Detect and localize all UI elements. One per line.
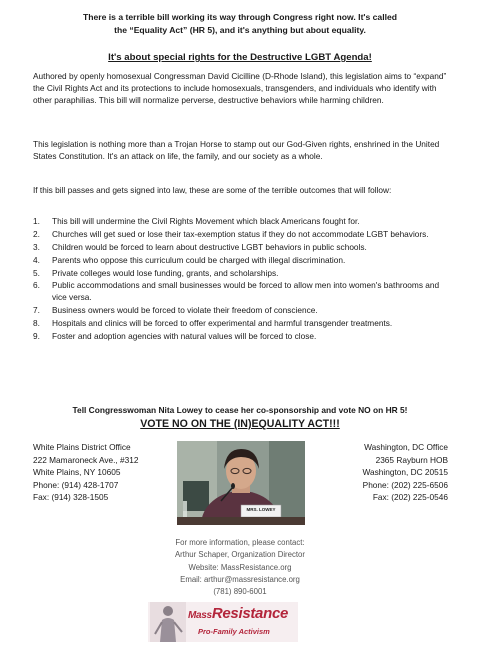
- office-phone: Phone: (914) 428-1707: [33, 479, 119, 490]
- office-name: White Plains District Office: [33, 442, 131, 452]
- massresistance-logo: [148, 602, 298, 642]
- list-number: 1.: [33, 216, 40, 226]
- paragraph-outcomes-intro: If this bill passes and gets signed into law, these are some of the terrible outcomes that will follow:: [33, 185, 392, 195]
- list-text: Churches will get sued or lose their tax-exemption status if they do not accommodate LGBT behaviors.: [52, 228, 429, 239]
- statue-icon: [150, 602, 186, 642]
- list-text: Parents who oppose this curriculum could be charged with illegal discrimination.: [52, 254, 346, 265]
- district-office-block: [33, 441, 183, 504]
- list-number: 7.: [33, 305, 40, 316]
- list-item: [33, 242, 443, 254]
- list-item: [33, 331, 443, 343]
- headline: It's about special rights for the Destructive LGBT Agenda!: [108, 52, 372, 63]
- vote-no-banner: VOTE NO ON THE (IN)EQUALITY ACT!!!: [140, 418, 340, 430]
- photo-illustration: [177, 441, 305, 525]
- logo-tagline: Pro-Family Activism: [198, 627, 270, 636]
- list-number: 6.: [33, 280, 40, 291]
- list-item: [33, 318, 443, 330]
- list-item: [33, 268, 443, 280]
- list-number: 3.: [33, 241, 40, 252]
- intro-text: [40, 11, 440, 36]
- congresswoman-photo: [177, 441, 305, 525]
- contact-line: For more information, please contact:: [175, 538, 305, 547]
- list-number: 2.: [33, 228, 40, 239]
- contact-name: Arthur Schaper, Organization Director: [174, 550, 305, 560]
- list-item: [33, 229, 443, 241]
- list-text: This bill will undermine the Civil Rights Movement which black Americans fought for.: [52, 216, 360, 226]
- logo-mass: Mass: [188, 610, 212, 621]
- outcomes-list: [33, 216, 443, 344]
- list-number: 9.: [33, 330, 40, 341]
- list-number: 4.: [33, 254, 40, 265]
- office-street: 222 Mamaroneck Ave., #312: [33, 454, 139, 465]
- office-name: Washington, DC Office: [364, 442, 448, 452]
- office-street: 2365 Rayburn HOB: [375, 454, 448, 465]
- list-text: Private colleges would lose funding, grants, and scholarships.: [52, 267, 279, 278]
- contact-info: [140, 537, 340, 598]
- list-number: 5.: [33, 267, 40, 278]
- list-text: Children would be forced to learn about destructive LGBT behaviors in public schools.: [52, 241, 367, 252]
- list-text: Public accommodations and small businesses would be forced to allow men into women's bathrooms and vice versa.: [52, 280, 440, 303]
- list-item: [33, 216, 443, 228]
- office-fax: Fax: (202) 225-0546: [372, 492, 448, 503]
- contact-phone: (781) 890-6001: [213, 587, 267, 597]
- intro-line-1: There is a terrible bill working its way through Congress right now. It's called: [82, 12, 398, 22]
- call-to-action: Tell Congresswoman Nita Lowey to cease her co-sponsorship and vote NO on HR 5!: [72, 405, 408, 415]
- contact-website: Website: MassResistance.org: [188, 562, 292, 572]
- list-text: Hospitals and clinics will be forced to offer experimental and harmful transgender treatments.: [52, 317, 393, 328]
- list-item: [33, 305, 443, 317]
- office-fax: Fax: (914) 328-1505: [33, 492, 109, 503]
- logo-resistance: Resistance: [211, 605, 289, 622]
- office-city: Washington, DC 20515: [362, 467, 448, 478]
- office-city: White Plains, NY 10605: [33, 467, 121, 478]
- list-number: 8.: [33, 317, 40, 328]
- list-text: Business owners would be forced to violate their freedom of conscience.: [52, 305, 318, 316]
- list-item: [33, 255, 443, 267]
- contact-email: Email: arthur@massresistance.org: [180, 574, 300, 584]
- list-item: [33, 280, 443, 303]
- logo-title: [188, 605, 288, 622]
- list-text: Foster and adoption agencies with natural values will be forced to close.: [52, 330, 317, 341]
- paragraph-trojan-horse: This legislation is nothing more than a Trojan Horse to stamp out our God-Given rights, enshrined in the United States Constitution. It's an attack on life, the family, and our society as a whole.: [33, 139, 440, 162]
- dc-office-block: [298, 441, 448, 504]
- office-phone: Phone: (202) 225-6506: [362, 479, 448, 490]
- nameplate-text: MRS. LOWEY: [246, 507, 276, 512]
- paragraph-authored: Authored by openly homosexual Congressman David Cicilline (D-Rhode Island), this legislation aims to “expand” the Civil Rights Act and its protections to include homosexuals, transgenders, and individuals who identify with other paraphilias. This bill will normalize perverse, destructive behaviors while harming children.: [33, 71, 447, 106]
- intro-line-2: the “Equality Act” (HR 5), and it's anything but about equality.: [114, 24, 366, 35]
